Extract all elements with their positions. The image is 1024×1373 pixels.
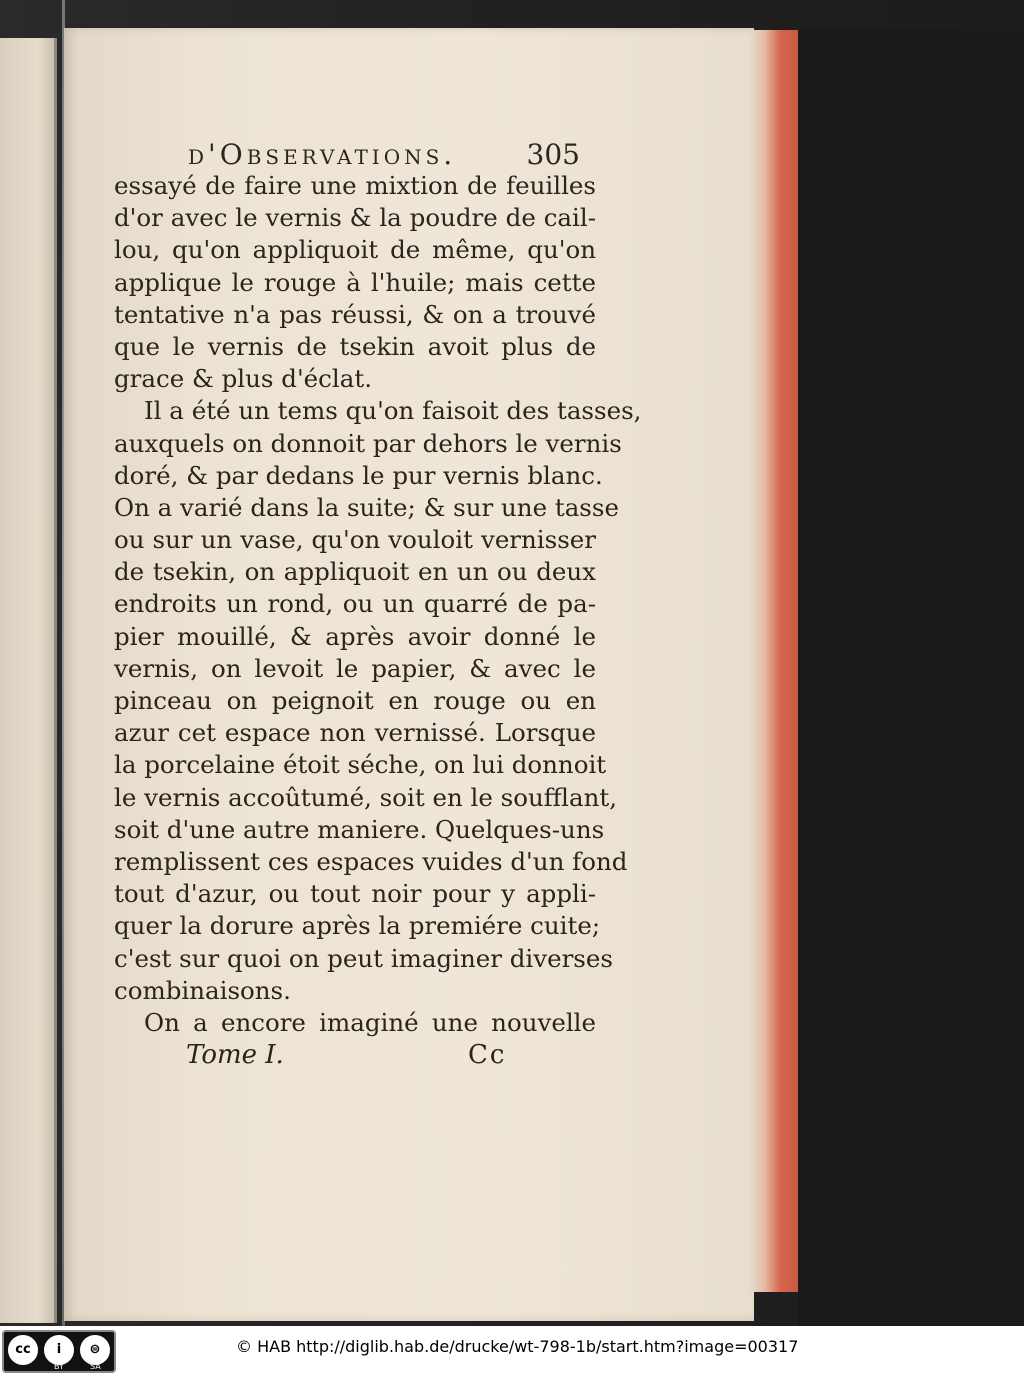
page-red-edge	[750, 30, 800, 1292]
text-line: le vernis accoûtumé, soit en le soufflant,	[114, 782, 618, 812]
text-line: lou, qu'on appliquoit de même, qu'on	[114, 235, 596, 265]
attribution-icon: i	[44, 1335, 74, 1365]
page-number: 305	[526, 138, 580, 171]
text-line: grace & plus d'éclat.	[114, 364, 372, 394]
text-line: la porcelaine étoit séche, on lui donnoit	[114, 750, 607, 780]
source-credit-link[interactable]: © HAB http://diglib.hab.de/drucke/wt-798-1b/start.htm?image=00317	[236, 1337, 799, 1356]
text-line: applique le rouge à l'huile; mais cette	[114, 267, 596, 297]
text-line: quer la dorure après la premiére cuite;	[114, 911, 601, 941]
text-line: On a encore imaginé une nouvelle	[144, 1007, 596, 1037]
text-line: soit d'une autre maniere. Quelques-uns	[114, 814, 605, 844]
text-line: vernis, on levoit le papier, & avec le	[114, 653, 596, 683]
page-shadow	[798, 30, 1024, 1326]
text-line: pier mouillé, & après avoir donné le	[114, 621, 596, 651]
share-alike-icon: ⊜	[80, 1335, 110, 1365]
body-text	[114, 170, 642, 1039]
text-line: auxquels on donnoit par dehors le vernis	[114, 428, 622, 458]
running-head: d'Observations.	[188, 138, 457, 171]
text-line: que le vernis de tsekin avoit plus de	[114, 331, 596, 361]
facing-page-edge	[0, 38, 57, 1323]
gathering-mark: Cc	[468, 1040, 507, 1070]
text-line: doré, & par dedans le pur vernis blanc.	[114, 460, 603, 490]
cc-license-badge[interactable]	[2, 1330, 116, 1373]
page-footer	[186, 1040, 526, 1076]
text-line: On a varié dans la suite; & sur une tasse	[114, 492, 619, 522]
cc-icon: cc	[8, 1335, 38, 1365]
text-line: tout d'azur, ou tout noir pour y appli-	[114, 879, 596, 909]
text-line: Il a été un tems qu'on faisoit des tasses,	[144, 396, 642, 426]
text-line: endroits un rond, ou un quarré de pa-	[114, 589, 596, 619]
text-line: essayé de faire une mixtion de feuilles	[114, 171, 596, 200]
text-line: de tsekin, on appliquoit en un ou deux	[114, 557, 596, 587]
text-line: azur cet espace non vernissé. Lorsque	[114, 718, 596, 748]
text-line: d'or avec le vernis & la poudre de cail-	[114, 203, 596, 233]
text-line: c'est sur quoi on peut imaginer diverses	[114, 943, 613, 973]
text-line: pinceau on peignoit en rouge ou en	[114, 686, 596, 715]
text-line: ou sur un vase, qu'on vouloit vernisser	[114, 525, 596, 555]
by-label: BY	[54, 1362, 64, 1371]
volume-signature: Tome I.	[186, 1040, 284, 1070]
text-line: combinaisons.	[114, 975, 291, 1005]
sa-label: SA	[90, 1362, 101, 1371]
credit-bar	[0, 1326, 1024, 1373]
text-line: remplissent ces espaces vuides d'un fond	[114, 846, 628, 876]
text-line: tentative n'a pas réussi, & on a trouvé	[114, 299, 596, 329]
